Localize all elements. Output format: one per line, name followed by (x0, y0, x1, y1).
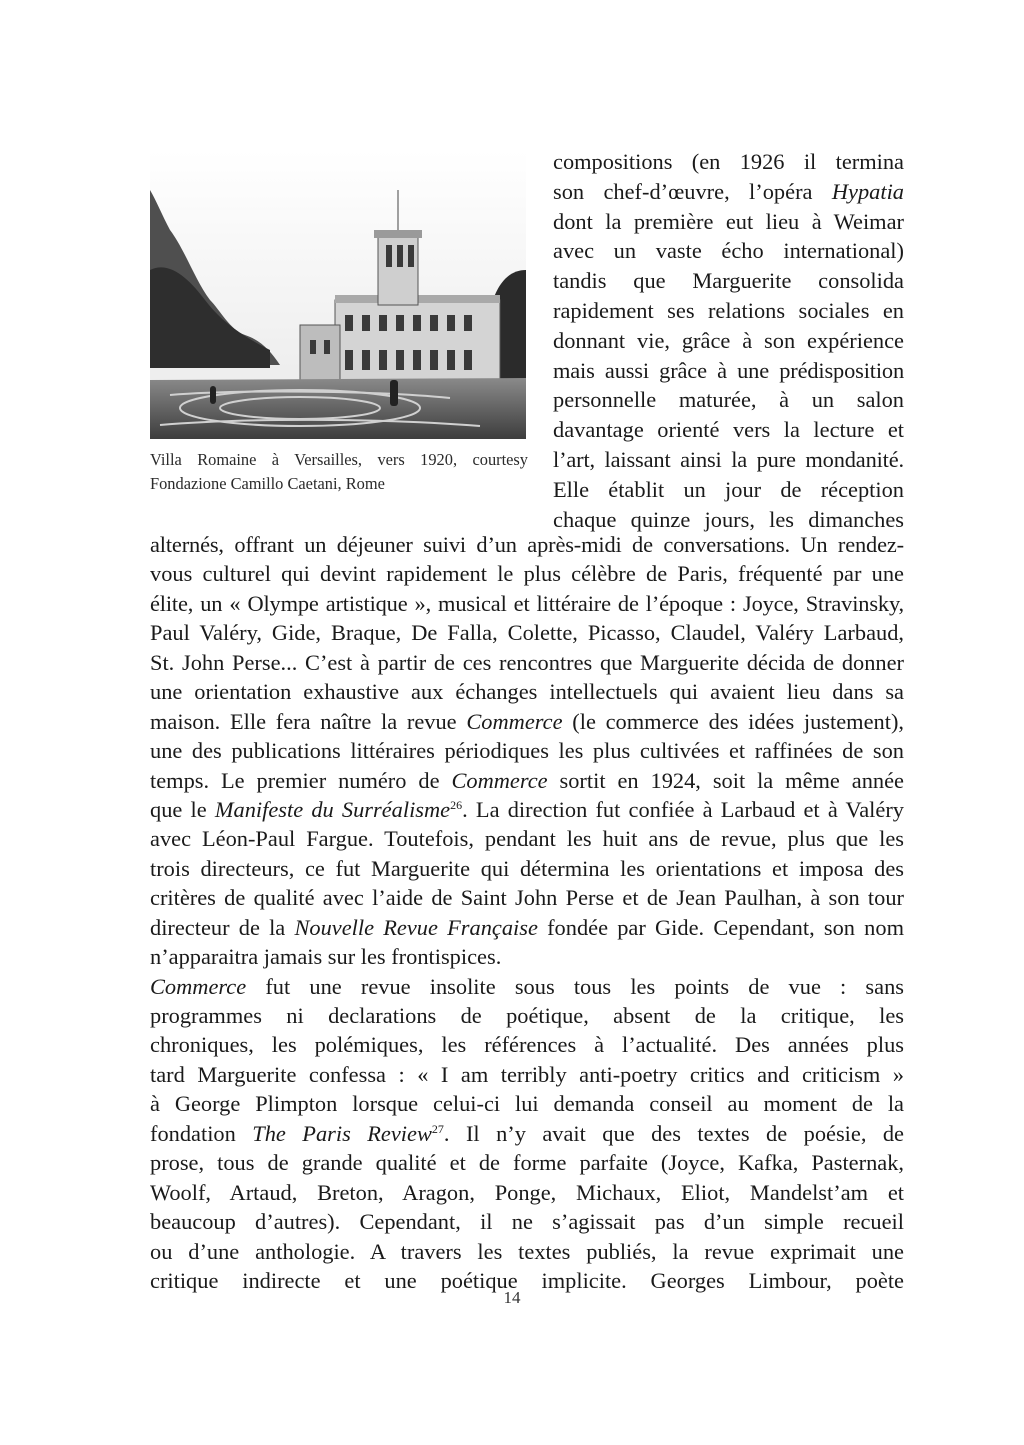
text-line: l’art, laissant ainsi la pure mondanité. (553, 446, 904, 472)
text-line: Commerce fut une revue insolite sous tous les points de vue : sans (150, 973, 904, 999)
text-line: donnant vie, grâce à son expérience (553, 327, 904, 353)
text-line: élite, un « Olympe artistique », musical et littéraire de l’époque : Joyce, Stravinsky, (150, 590, 904, 616)
text-line: fondation The Paris Review$^{27}$. Il n’y avait que des textes de poésie, de (150, 1120, 904, 1146)
text-line: ou d’une anthologie. A travers les textes publiés, la revue exprimait une (150, 1238, 904, 1264)
text-line: son chef-d’œuvre, l’opéra Hypatia (553, 178, 904, 204)
text-line: vous culturel qui devint rapidement le plus célèbre de Paris, fréquenté par une (150, 561, 904, 587)
text-line: alternés, offrant un déjeuner suivi d’un après-midi de conversations. Un rendez- (150, 532, 904, 557)
caption-line: Fondazione Camillo Caetani, Rome (150, 474, 385, 493)
text-line: dont la première eut lieu à Weimar (553, 208, 904, 234)
text-line: tard Marguerite confessa : « I am terribly anti-poetry critics and criticism » (150, 1061, 904, 1087)
opera-title: Hypatia (831, 178, 904, 204)
text-line: personnelle maturée, à un salon (553, 387, 904, 413)
text-line: mais aussi grâce à une prédisposition (553, 357, 904, 383)
text-line: chaque quinze jours, les dimanches (553, 506, 904, 532)
body-text (150, 530, 904, 1295)
footnote-ref: 27 (431, 1121, 444, 1136)
text-line: une orientation exhaustive aux échanges intellectuels qui avaient lieu dans sa (150, 679, 904, 705)
text-line: n’apparaitra jamais sur les frontispices. (150, 944, 502, 970)
journal-title: Commerce (466, 708, 563, 734)
text-line: tandis que Marguerite consolida (553, 268, 904, 294)
text-line: chroniques, les polémiques, les références à l’actualité. Des années plus (150, 1032, 904, 1058)
caption-line: Villa Romaine à Versailles, vers 1920, courtesy (150, 450, 528, 469)
text-line: davantage orienté vers la lecture et (553, 417, 904, 443)
manifesto-title: Manifeste du Surréalisme (214, 796, 451, 822)
text-line: Paul Valéry, Gide, Braque, De Falla, Colette, Picasso, Claudel, Valéry Larbaud, (150, 620, 904, 646)
text-line: beaucoup d’autres). Cependant, il ne s’agissait pas d’un simple recueil (150, 1209, 904, 1235)
text-line: Woolf, Artaud, Breton, Aragon, Ponge, Michaux, Eliot, Mandelst’am et (150, 1179, 904, 1205)
text-line: trois directeurs, ce fut Marguerite qui détermina les orientations et imposa des (150, 855, 904, 881)
text-line: rapidement ses relations sociales en (553, 297, 904, 323)
villa-photograph (150, 150, 526, 439)
figure-caption (150, 448, 528, 496)
text-line: programmes ni declarations de poétique, absent de la critique, les (150, 1003, 904, 1028)
text-line: directeur de la Nouvelle Revue Française fondée par Gide. Cependant, son nom (150, 914, 904, 940)
text-line: une des publications littéraires périodiques les plus cultivées et raffinées de son (150, 738, 904, 764)
text-line: avec Léon-Paul Fargue. Toutefois, pendant les huit ans de revue, plus que les (150, 826, 904, 852)
text-line: à George Plimpton lorsque celui-ci lui demanda conseil au moment de la (150, 1091, 904, 1117)
right-column-text (553, 147, 904, 534)
journal-title: The Paris Review (252, 1120, 432, 1146)
villa-photo-image (150, 150, 526, 439)
text-line: Elle établit un jour de réception (553, 476, 904, 502)
page-number: 14 (503, 1288, 521, 1307)
text-line: compositions (en 1926 il termina (553, 149, 904, 174)
text-line: prose, tous de grande qualité et de forme parfaite (Joyce, Kafka, Pasternak, (150, 1150, 904, 1176)
text-line: St. John Perse... C’est à partir de ces rencontres que Marguerite décida de donner (150, 649, 904, 675)
journal-title: Commerce (451, 767, 548, 793)
text-line: avec un vaste écho international) (553, 238, 904, 264)
text-line: temps. Le premier numéro de Commerce sortit en 1924, soit la même année (150, 767, 904, 793)
text-line: critères de qualité avec l’aide de Saint John Perse et de Jean Paulhan, à son tour (150, 885, 904, 911)
journal-title: Commerce (150, 973, 247, 999)
journal-title: Nouvelle Revue Française (294, 914, 538, 940)
text-line: maison. Elle fera naître la revue Commerce (le commerce des idées justement), (150, 708, 904, 734)
text-line: que le Manifeste du Surréalisme$^{26}$. La direction fut confiée à Larbaud et à Valéry (150, 796, 904, 822)
footnote-ref: 26 (450, 797, 463, 812)
text-line: critique indirecte et une poétique implicite. Georges Limbour, poète (150, 1267, 904, 1293)
